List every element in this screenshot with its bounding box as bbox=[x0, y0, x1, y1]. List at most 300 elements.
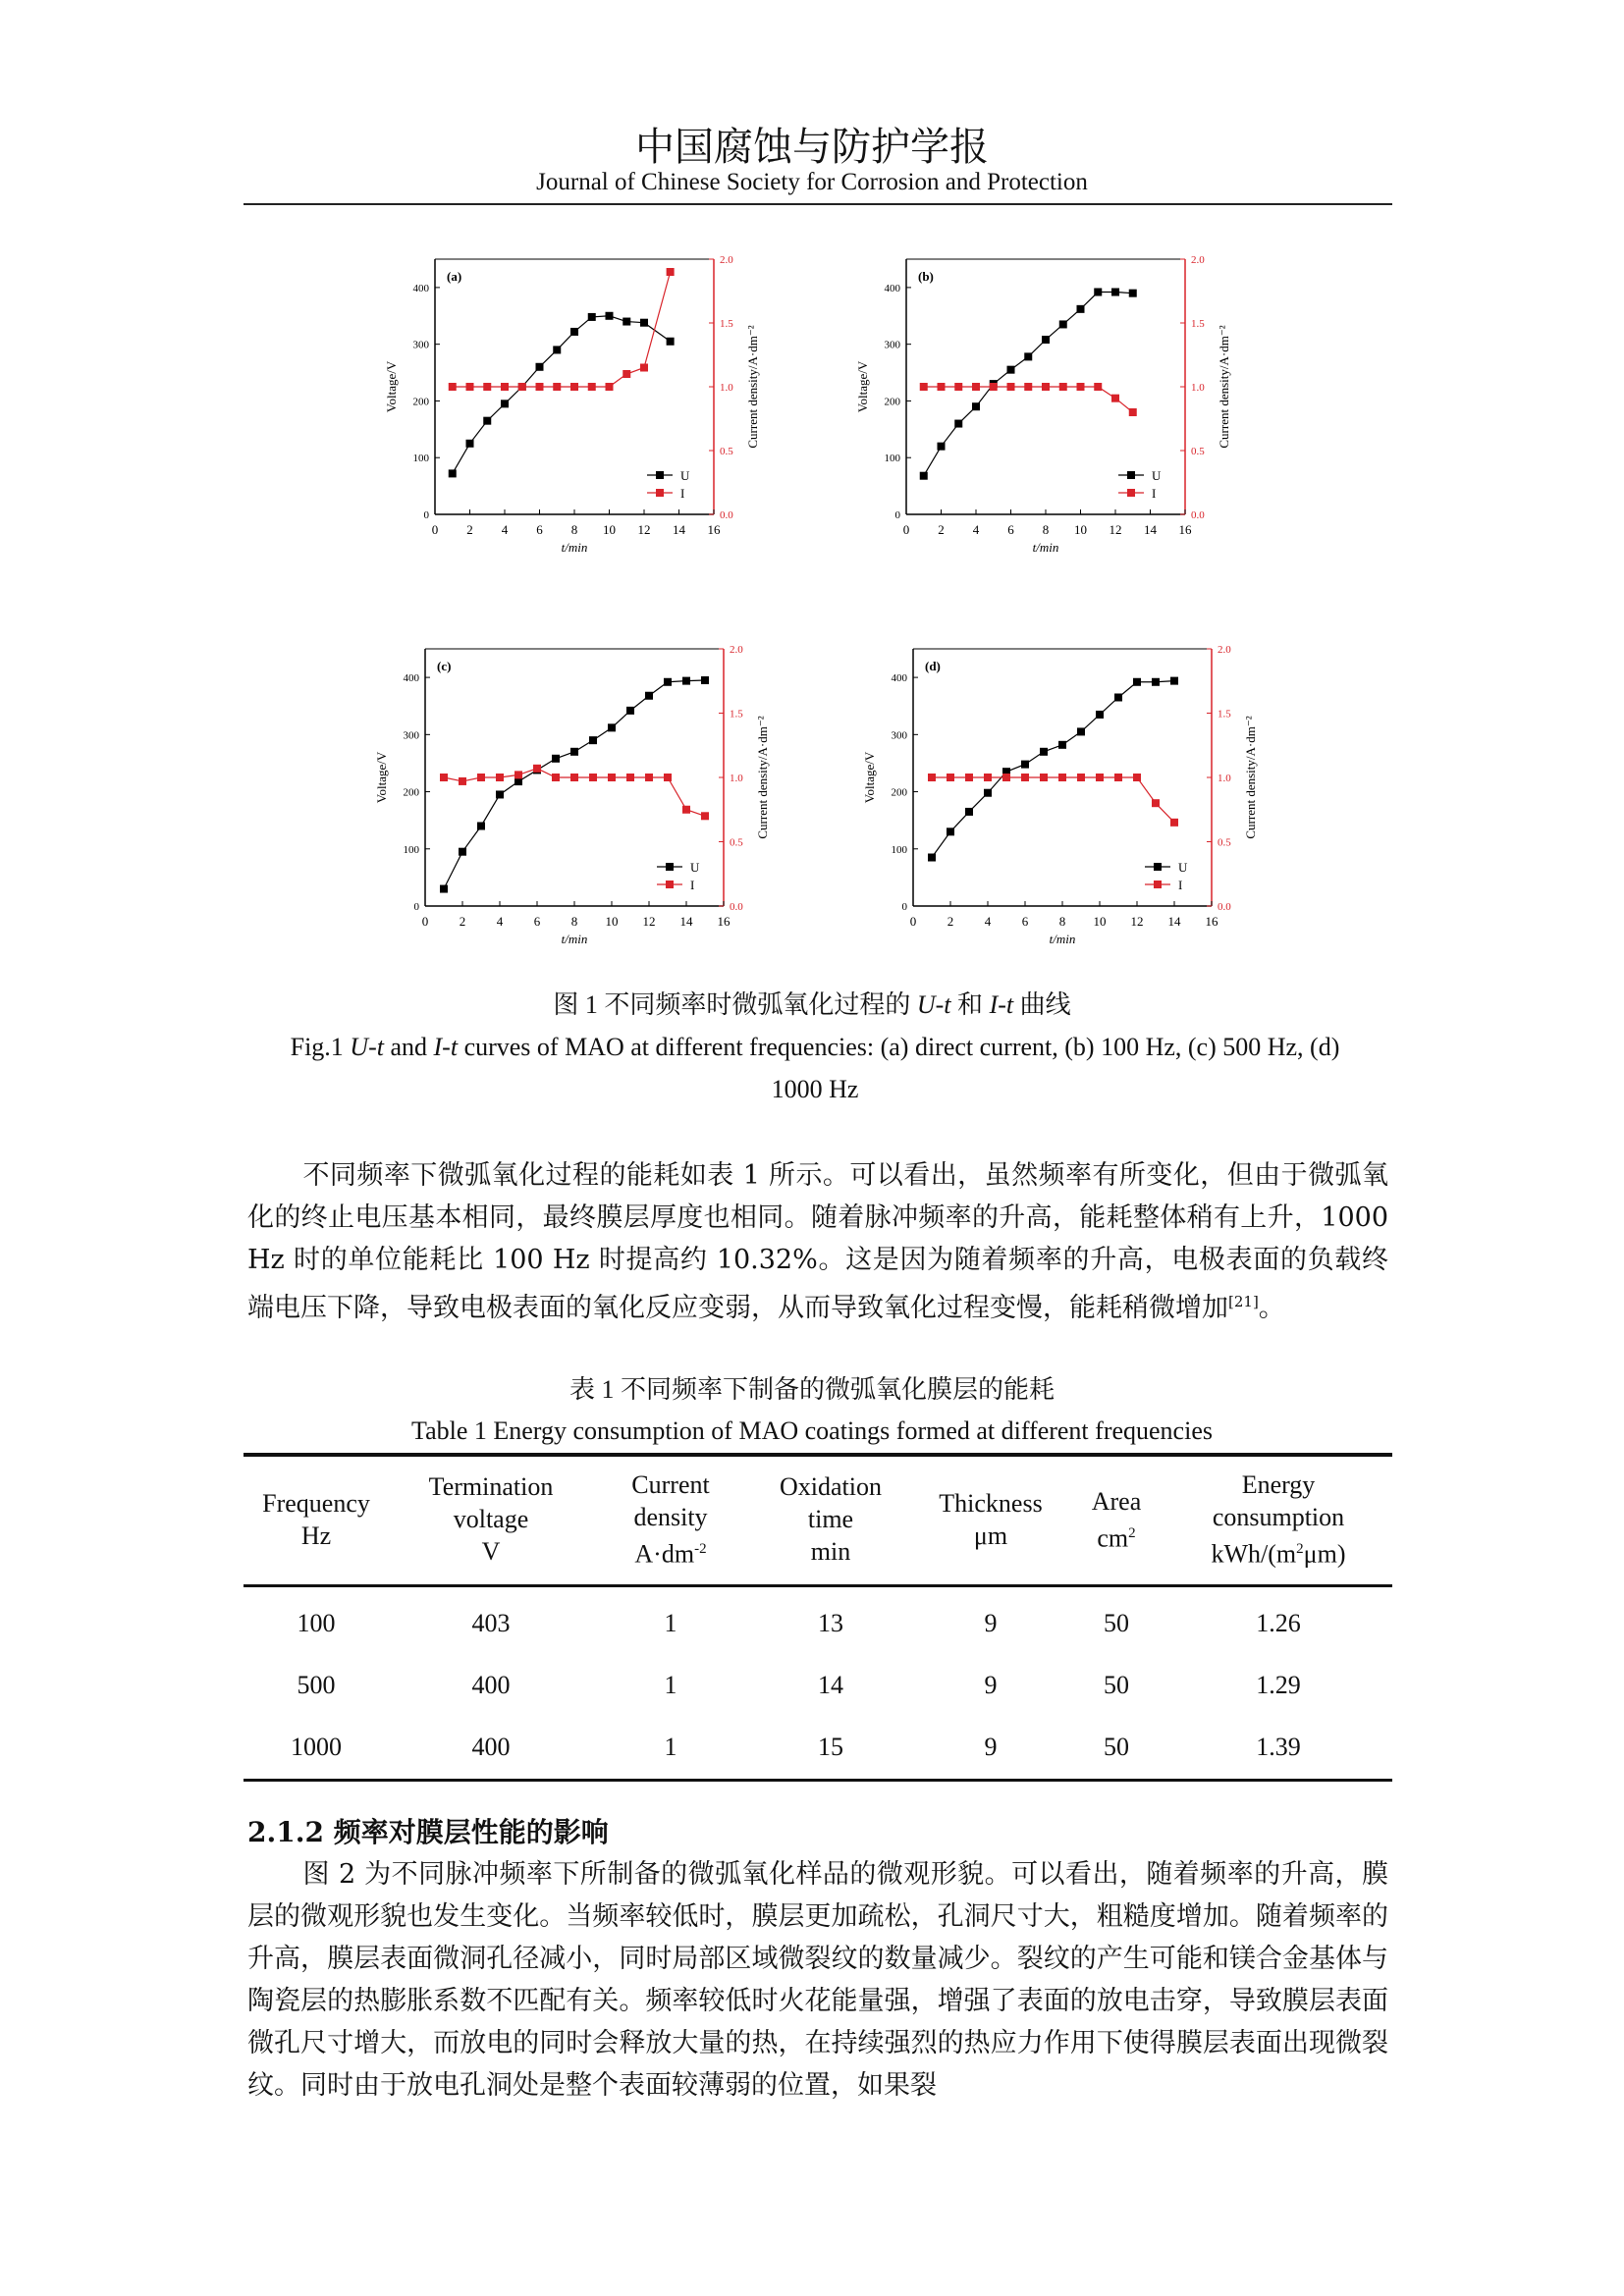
data-point-i bbox=[626, 774, 634, 781]
x-axis-label: t/min bbox=[561, 540, 588, 555]
data-point-u bbox=[552, 755, 560, 763]
data-point-u bbox=[449, 469, 457, 477]
data-point-u bbox=[1040, 748, 1048, 756]
data-point-i bbox=[1007, 383, 1015, 391]
data-point-u bbox=[682, 677, 690, 685]
header-text: A·dm bbox=[634, 1539, 695, 1569]
table-cell: 9 bbox=[984, 1671, 998, 1700]
panel-label: (d) bbox=[925, 659, 941, 673]
data-point-i bbox=[477, 774, 485, 781]
header-text: Oxidation bbox=[780, 1472, 882, 1502]
y-tick-label: 0 bbox=[423, 509, 429, 521]
data-point-i bbox=[920, 383, 928, 391]
data-point-u bbox=[645, 692, 653, 700]
data-point-u bbox=[1114, 693, 1122, 701]
data-point-u bbox=[920, 472, 928, 480]
chart-panel-d bbox=[856, 643, 1269, 957]
data-point-u bbox=[928, 854, 936, 862]
figure-caption-en-3: and bbox=[383, 1033, 434, 1061]
figure-caption-cn-2: U-t bbox=[916, 990, 951, 1019]
x-tick-label: 10 bbox=[605, 914, 619, 929]
x-tick-label: 2 bbox=[459, 914, 466, 929]
x-tick-label: 10 bbox=[603, 522, 616, 537]
x-tick-label: 2 bbox=[947, 914, 954, 929]
table-cell: 9 bbox=[984, 1609, 998, 1638]
x-tick-label: 0 bbox=[909, 914, 917, 929]
data-point-i bbox=[483, 383, 491, 391]
header-sup: 2 bbox=[1128, 1524, 1136, 1541]
data-point-u bbox=[1058, 741, 1066, 749]
journal-title-en: Journal of Chinese Society for Corrosion and Protection bbox=[536, 169, 1088, 195]
y-tick-label: 200 bbox=[891, 786, 907, 799]
x-tick-label: 8 bbox=[1042, 522, 1050, 537]
data-point-u bbox=[1021, 761, 1029, 769]
header-text: kWh/(m bbox=[1211, 1539, 1297, 1569]
x-tick-label: 14 bbox=[1144, 522, 1157, 537]
table-caption-en: Table 1 Energy consumption of MAO coatings formed at different frequencies bbox=[411, 1416, 1213, 1445]
data-point-u bbox=[623, 318, 630, 326]
legend-marker bbox=[1127, 489, 1135, 497]
x-tick-label: 0 bbox=[902, 522, 910, 537]
y-tick-label: 0 bbox=[413, 901, 419, 913]
figure-caption-cn-5: 曲线 bbox=[1013, 990, 1071, 1019]
y2-tick-label: 1.5 bbox=[730, 708, 743, 721]
x-tick-label: 16 bbox=[1178, 522, 1192, 537]
data-point-u bbox=[466, 440, 474, 448]
x-tick-label: 4 bbox=[501, 522, 509, 537]
legend-label: U bbox=[680, 468, 690, 483]
data-point-i bbox=[466, 383, 474, 391]
data-point-i bbox=[1094, 383, 1102, 391]
data-point-i bbox=[533, 765, 541, 773]
table-cell: 400 bbox=[389, 1717, 593, 1781]
data-point-i bbox=[990, 383, 998, 391]
x-tick-label: 8 bbox=[570, 522, 578, 537]
x-tick-label: 4 bbox=[496, 914, 504, 929]
body-paragraph-1 bbox=[247, 1154, 1388, 1329]
data-point-i bbox=[552, 774, 560, 781]
data-point-i bbox=[449, 383, 457, 391]
data-point-i bbox=[645, 774, 653, 781]
data-point-i bbox=[588, 383, 596, 391]
header-text: μm bbox=[973, 1521, 1008, 1550]
panel-label: (b) bbox=[918, 269, 934, 284]
y-tick-label: 0 bbox=[894, 509, 900, 521]
figure-caption-cn-4: I-t bbox=[989, 990, 1014, 1019]
table-cell: 50 bbox=[1104, 1609, 1129, 1638]
figure-caption-cn-3: 和 bbox=[950, 990, 990, 1019]
legend-marker bbox=[666, 863, 674, 871]
chart-panel-a bbox=[378, 253, 771, 565]
legend-marker bbox=[1154, 863, 1162, 871]
x-tick-label: 6 bbox=[533, 914, 541, 929]
y2-tick-label: 1.0 bbox=[1218, 773, 1231, 784]
data-point-u bbox=[1024, 352, 1032, 360]
table-cell: 9 bbox=[913, 1717, 1068, 1781]
y2-axis-label: Current density/A·dm⁻² bbox=[1243, 716, 1258, 839]
y-tick-label: 400 bbox=[412, 282, 429, 294]
x-tick-label: 0 bbox=[421, 914, 429, 929]
energy-table bbox=[244, 1453, 1392, 1782]
x-tick-label: 6 bbox=[1021, 914, 1029, 929]
legend-label: I bbox=[1178, 878, 1183, 892]
data-point-u bbox=[440, 885, 448, 893]
series-line-u bbox=[453, 316, 671, 474]
chart-panel-c bbox=[368, 643, 781, 957]
x-tick-label: 12 bbox=[1130, 914, 1144, 929]
header-frequency bbox=[244, 1455, 389, 1585]
y2-tick-label: 1.0 bbox=[720, 382, 733, 394]
table-cell: 403 bbox=[471, 1609, 511, 1638]
data-point-i bbox=[1077, 383, 1085, 391]
data-point-i bbox=[682, 806, 690, 814]
table-cell: 50 bbox=[1068, 1717, 1164, 1781]
data-point-u bbox=[459, 848, 466, 856]
header-thickness bbox=[913, 1455, 1068, 1585]
y2-tick-label: 1.5 bbox=[1218, 708, 1231, 721]
y2-tick-label: 1.0 bbox=[1191, 382, 1205, 394]
header-text: time bbox=[807, 1505, 854, 1534]
data-point-u bbox=[570, 328, 578, 336]
legend-marker bbox=[666, 881, 674, 888]
table-caption-cn: 表 1 不同频率下制备的微弧氧化膜层的能耗 bbox=[568, 1375, 1055, 1404]
header-text: Thickness bbox=[939, 1488, 1043, 1518]
data-point-u bbox=[608, 723, 616, 731]
data-point-u bbox=[501, 400, 509, 407]
figure-caption-en-2: U-t bbox=[350, 1033, 384, 1061]
citation-ref: [21] bbox=[1228, 1293, 1259, 1310]
header-current-density bbox=[593, 1455, 748, 1585]
data-point-u bbox=[1152, 678, 1160, 686]
x-tick-label: 4 bbox=[984, 914, 992, 929]
y2-tick-label: 1.0 bbox=[730, 773, 743, 784]
header-termination-voltage bbox=[389, 1455, 593, 1585]
data-point-i bbox=[1096, 774, 1104, 781]
y2-tick-label: 0.0 bbox=[1191, 509, 1205, 521]
x-tick-label: 16 bbox=[717, 914, 731, 929]
x-tick-label: 0 bbox=[431, 522, 439, 537]
y-tick-label: 300 bbox=[884, 339, 900, 351]
table-cell: 1.26 bbox=[1256, 1609, 1301, 1638]
x-tick-label: 10 bbox=[1074, 522, 1087, 537]
figure-caption-cn bbox=[0, 984, 1624, 1026]
data-point-i bbox=[536, 383, 544, 391]
y2-tick-label: 2.0 bbox=[1218, 644, 1231, 656]
header-sup: 2 bbox=[1296, 1541, 1304, 1557]
data-point-u bbox=[483, 417, 491, 425]
table-cell: 1 bbox=[593, 1717, 748, 1781]
x-axis-label: t/min bbox=[1049, 932, 1076, 946]
y2-tick-label: 1.5 bbox=[1191, 318, 1205, 330]
data-point-u bbox=[626, 707, 634, 715]
data-point-u bbox=[477, 822, 485, 829]
data-point-i bbox=[947, 774, 954, 781]
header-text: V bbox=[481, 1537, 501, 1567]
x-tick-label: 6 bbox=[1007, 522, 1014, 537]
table-cell: 1 bbox=[664, 1671, 677, 1700]
data-point-u bbox=[606, 312, 614, 320]
section-heading: 2.1.2 频率对膜层性能的影响 bbox=[247, 1816, 609, 1848]
y2-tick-label: 0.5 bbox=[1191, 446, 1205, 457]
data-point-i bbox=[518, 383, 526, 391]
table-row bbox=[244, 1717, 1392, 1781]
data-point-i bbox=[623, 370, 630, 378]
legend-marker bbox=[656, 489, 664, 497]
y-tick-label: 300 bbox=[412, 339, 429, 351]
x-tick-label: 16 bbox=[1205, 914, 1218, 929]
data-point-i bbox=[965, 774, 973, 781]
data-point-u bbox=[1059, 320, 1067, 328]
legend-label: I bbox=[690, 878, 695, 892]
data-point-i bbox=[608, 774, 616, 781]
legend-label: U bbox=[690, 860, 700, 875]
data-point-i bbox=[496, 774, 504, 781]
figure-caption-en bbox=[285, 1026, 1345, 1110]
data-point-i bbox=[440, 774, 448, 781]
y2-axis-label: Current density/A·dm⁻² bbox=[755, 716, 770, 839]
legend-label: U bbox=[1178, 860, 1188, 875]
y2-tick-label: 2.0 bbox=[1191, 254, 1205, 266]
y-axis-label: Voltage/V bbox=[384, 360, 399, 413]
data-point-u bbox=[640, 319, 648, 327]
y-tick-label: 400 bbox=[891, 672, 907, 685]
data-point-i bbox=[664, 774, 672, 781]
y2-tick-label: 2.0 bbox=[720, 254, 733, 266]
x-tick-label: 4 bbox=[972, 522, 980, 537]
table-row bbox=[244, 1585, 1392, 1655]
y-tick-label: 400 bbox=[403, 672, 419, 685]
data-point-i bbox=[459, 777, 466, 785]
header-text: Termination bbox=[428, 1472, 554, 1502]
y2-tick-label: 0.5 bbox=[720, 446, 733, 457]
data-point-i bbox=[640, 364, 648, 372]
x-tick-label: 8 bbox=[1058, 914, 1066, 929]
header-area bbox=[1068, 1455, 1164, 1585]
data-point-u bbox=[1007, 366, 1015, 374]
data-point-i bbox=[928, 774, 936, 781]
data-point-i bbox=[570, 383, 578, 391]
x-tick-label: 6 bbox=[536, 522, 543, 537]
header-text: consumption bbox=[1212, 1503, 1345, 1531]
header-text: μm) bbox=[1303, 1539, 1346, 1569]
x-tick-label: 12 bbox=[1109, 522, 1122, 537]
table-cell: 400 bbox=[471, 1671, 511, 1700]
y2-tick-label: 0.5 bbox=[1218, 836, 1231, 849]
x-tick-label: 8 bbox=[570, 914, 578, 929]
x-tick-label: 2 bbox=[938, 522, 945, 537]
y-tick-label: 100 bbox=[891, 843, 907, 856]
data-point-i bbox=[1021, 774, 1029, 781]
table-cell: 1 bbox=[664, 1609, 677, 1638]
figure-caption-cn-1: 图 1 不同频率时微弧氧化过程的 bbox=[553, 990, 917, 1019]
data-point-u bbox=[1111, 289, 1119, 296]
y2-axis-label: Current density/A·dm⁻² bbox=[745, 325, 760, 449]
y-tick-label: 100 bbox=[403, 843, 419, 856]
data-point-u bbox=[701, 676, 709, 684]
x-tick-label: 10 bbox=[1093, 914, 1107, 929]
y-axis-label: Voltage/V bbox=[862, 751, 877, 804]
x-tick-label: 12 bbox=[637, 522, 651, 537]
data-point-i bbox=[501, 383, 509, 391]
data-point-i bbox=[553, 383, 561, 391]
data-point-i bbox=[1133, 774, 1141, 781]
data-point-u bbox=[947, 828, 954, 835]
data-point-u bbox=[984, 789, 992, 797]
data-point-i bbox=[1114, 774, 1122, 781]
x-tick-label: 16 bbox=[707, 522, 721, 537]
data-point-i bbox=[1077, 774, 1085, 781]
table-cell: 1000 bbox=[244, 1717, 389, 1781]
table-cell: 14 bbox=[818, 1671, 843, 1700]
x-axis-label: t/min bbox=[561, 932, 588, 946]
data-point-u bbox=[1094, 289, 1102, 296]
data-point-i bbox=[1152, 799, 1160, 807]
table-header-row bbox=[244, 1455, 1392, 1585]
data-point-u bbox=[667, 338, 675, 346]
data-point-i bbox=[1002, 774, 1010, 781]
data-point-u bbox=[1129, 290, 1137, 297]
y-tick-label: 100 bbox=[884, 453, 900, 465]
data-point-u bbox=[954, 420, 962, 428]
data-point-u bbox=[588, 313, 596, 321]
y-tick-label: 0 bbox=[901, 901, 907, 913]
data-point-u bbox=[965, 808, 973, 816]
paragraph-2-text: 图 2 为不同脉冲频率下所制备的微弧氧化样品的微观形貌。可以看出，随着频率的升高，膜层的微观形貌也发生变化。当频率较低时，膜层更加疏松，孔洞尺寸大，粗糙度增加。随着频率的升高，膜层表面微洞孔径减小，同时局部区域微裂纹的数量减少。裂纹的产生可能和镁合金基体与陶瓷层的热膨胀系数不匹配有关。频率较低时火花能量强，增强了表面的放电击穿，导致膜层表面微孔尺寸增大，而放电的同时会释放大量的热，在持续强烈的热应力作用下使得膜层表面出现微裂纹。同时由于放电孔洞处是整个表面较薄弱的位置，如果裂 bbox=[247, 1859, 1388, 2101]
figure-caption-en-1: Fig.1 bbox=[290, 1033, 351, 1061]
data-point-i bbox=[984, 774, 992, 781]
header-text: Frequency bbox=[262, 1488, 370, 1518]
header-divider bbox=[244, 203, 1392, 205]
legend-label: I bbox=[680, 486, 685, 501]
x-tick-label: 14 bbox=[1167, 914, 1181, 929]
header-text: min bbox=[810, 1537, 851, 1567]
data-point-u bbox=[1170, 677, 1178, 685]
header-text: Area bbox=[1091, 1486, 1142, 1516]
y-axis-label: Voltage/V bbox=[374, 751, 389, 804]
data-point-i bbox=[972, 383, 980, 391]
data-point-u bbox=[972, 402, 980, 410]
x-tick-label: 2 bbox=[466, 522, 473, 537]
legend-marker bbox=[1154, 881, 1162, 888]
data-point-i bbox=[701, 812, 709, 820]
data-point-i bbox=[954, 383, 962, 391]
y-axis-label: Voltage/V bbox=[855, 360, 870, 413]
data-point-i bbox=[938, 383, 946, 391]
legend-marker bbox=[1127, 471, 1135, 479]
journal-title-cn: 中国腐蚀与防护学报 bbox=[635, 125, 989, 170]
paragraph-1-text: 不同频率下微弧氧化过程的能耗如表 1 所示。可以看出，虽然频率有所变化，但由于微弧氧化的终止电压基本相同，最终膜层厚度也相同。随着脉冲频率的升高，能耗整体稍有上升，1000 Hz 时的单位能耗比 100 Hz 时提高约 10.32%。这是因为随着频率的升高，电极表面的负载终端电压下降，导致电极表面的氧化反应变弱，从而导致氧化过程变慢，能耗稍微增加 bbox=[247, 1160, 1388, 1323]
y2-tick-label: 1.5 bbox=[720, 318, 733, 330]
x-tick-label: 14 bbox=[679, 914, 693, 929]
table-cell: 50 bbox=[1104, 1671, 1129, 1700]
panel-label: (c) bbox=[437, 659, 452, 673]
data-point-u bbox=[664, 678, 672, 686]
panel-label: (a) bbox=[447, 269, 462, 284]
series-line-i bbox=[932, 777, 1174, 823]
data-point-u bbox=[1077, 305, 1085, 313]
data-point-i bbox=[1040, 774, 1048, 781]
header-energy-consumption bbox=[1164, 1455, 1392, 1585]
y2-axis-label: Current density/A·dm⁻² bbox=[1217, 325, 1231, 449]
body-paragraph-2 bbox=[247, 1853, 1388, 2107]
table-cell: 500 bbox=[297, 1671, 336, 1700]
table-cell: 13 bbox=[818, 1609, 843, 1638]
data-point-i bbox=[1042, 383, 1050, 391]
header-text: Energy bbox=[1241, 1470, 1316, 1499]
data-point-i bbox=[1059, 383, 1067, 391]
chart-panel-b bbox=[849, 253, 1242, 565]
x-tick-label: 12 bbox=[642, 914, 656, 929]
header-sup: -2 bbox=[694, 1541, 707, 1557]
y-tick-label: 200 bbox=[412, 396, 429, 408]
data-point-u bbox=[1133, 678, 1141, 686]
data-point-i bbox=[1058, 774, 1066, 781]
data-point-u bbox=[536, 363, 544, 371]
y-tick-label: 200 bbox=[403, 786, 419, 799]
y2-tick-label: 0.5 bbox=[730, 836, 743, 849]
paragraph-1-end: 。 bbox=[1258, 1293, 1285, 1323]
data-point-i bbox=[514, 771, 522, 778]
data-point-u bbox=[570, 748, 578, 756]
data-point-i bbox=[1170, 819, 1178, 827]
y-tick-label: 400 bbox=[884, 282, 900, 294]
header-oxidation-time bbox=[748, 1455, 913, 1585]
y2-tick-label: 0.0 bbox=[1218, 901, 1231, 913]
data-point-i bbox=[606, 383, 614, 391]
data-point-u bbox=[553, 346, 561, 353]
header-text: Hz bbox=[300, 1521, 332, 1550]
data-point-u bbox=[1077, 727, 1085, 735]
data-point-u bbox=[1096, 711, 1104, 719]
data-point-i bbox=[1024, 383, 1032, 391]
y-tick-label: 300 bbox=[403, 729, 419, 742]
header-text: Current bbox=[631, 1470, 710, 1499]
x-axis-label: t/min bbox=[1032, 540, 1059, 555]
figure-caption-en-5: curves of MAO at different frequencies: (a) direct current, (b) 100 Hz, (c) 500 Hz, (d) 1000 Hz bbox=[458, 1033, 1340, 1103]
legend-label: I bbox=[1152, 486, 1157, 501]
table-row bbox=[244, 1655, 1392, 1717]
y2-tick-label: 0.0 bbox=[730, 901, 743, 913]
table-cell: 1.39 bbox=[1164, 1717, 1392, 1781]
data-point-u bbox=[1042, 336, 1050, 344]
y-tick-label: 300 bbox=[891, 729, 907, 742]
y-tick-label: 200 bbox=[884, 396, 900, 408]
header-text: voltage bbox=[453, 1505, 529, 1534]
data-point-i bbox=[570, 774, 578, 781]
y2-tick-label: 0.0 bbox=[720, 509, 733, 521]
table-cell: 100 bbox=[297, 1609, 336, 1638]
data-point-i bbox=[667, 268, 675, 276]
data-point-i bbox=[1111, 395, 1119, 402]
data-point-u bbox=[589, 736, 597, 744]
x-tick-label: 14 bbox=[673, 522, 685, 537]
table-cell: 15 bbox=[748, 1717, 913, 1781]
data-point-u bbox=[938, 443, 946, 451]
series-line-i bbox=[453, 272, 671, 387]
table-cell: 1.29 bbox=[1256, 1671, 1301, 1700]
legend-marker bbox=[656, 471, 664, 479]
series-line-u bbox=[444, 680, 705, 889]
header-text: cm bbox=[1097, 1523, 1129, 1553]
figure-caption-en-4: I-t bbox=[433, 1033, 459, 1061]
data-point-u bbox=[496, 790, 504, 798]
y2-tick-label: 2.0 bbox=[730, 644, 743, 656]
data-point-i bbox=[1129, 408, 1137, 416]
series-line-u bbox=[932, 681, 1174, 858]
header-text: density bbox=[633, 1503, 708, 1531]
y-tick-label: 100 bbox=[412, 453, 429, 465]
legend-label: U bbox=[1152, 468, 1162, 483]
